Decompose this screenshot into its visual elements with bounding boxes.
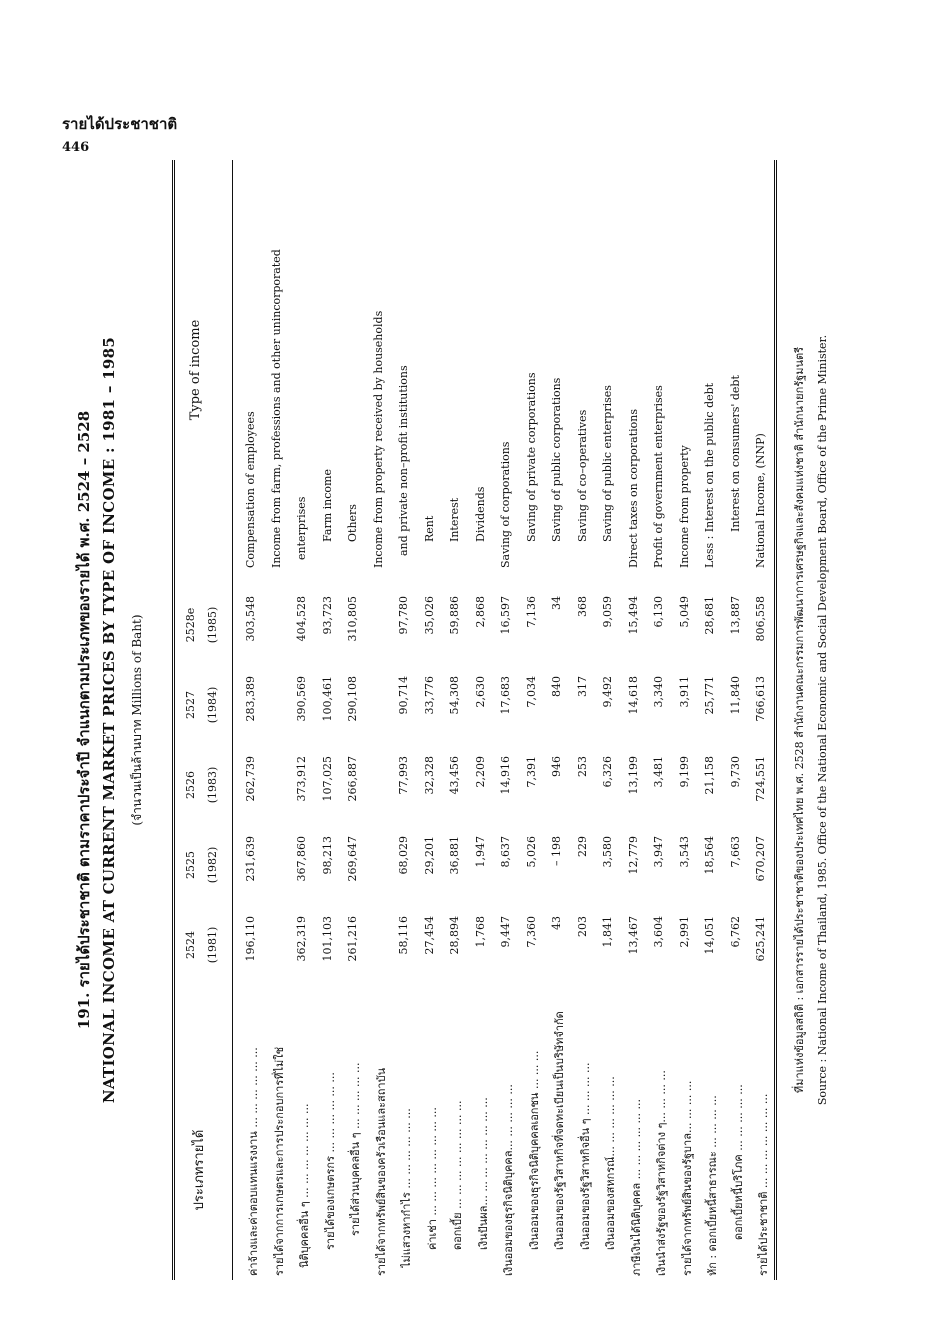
row-value: 14,618: [626, 676, 640, 715]
row-label-english: Others: [346, 504, 359, 542]
row-label-english: Compensation of employees: [244, 411, 257, 568]
row-label-thai: เงินออมของรัฐวิสาหกิจอื่น ๆ ... ... ... ...: [578, 1062, 592, 1250]
row-value: 1,841: [601, 916, 614, 948]
row-value: 32,328: [422, 756, 436, 795]
table-row: [368, 160, 393, 1280]
row-value: 266,887: [346, 756, 359, 802]
row-value: 17,683: [499, 676, 512, 715]
row-label-thai: รายได้ประชาชาติ ... ... ... ... ... ... ...: [757, 1093, 770, 1276]
row-value: 13,467: [626, 916, 640, 955]
header-year-ad: (1981): [206, 926, 219, 964]
row-value: 3,481: [652, 756, 665, 788]
row-label-english: Income from property: [677, 445, 691, 568]
row-value: 404,528: [295, 596, 308, 642]
row-label-english: National Income, (NNP): [754, 433, 767, 568]
header-year-ad: (1982): [206, 846, 219, 884]
table-row: [648, 160, 673, 1280]
header-year-ad: (1983): [206, 766, 219, 804]
row-value: 35,026: [422, 596, 436, 635]
row-value: 97,780: [397, 596, 410, 635]
row-value: 6,326: [601, 756, 614, 788]
row-value: 253: [575, 756, 589, 777]
row-label-thai: เงินออมของสหกรณ์... ... ... ... ... ...: [604, 1076, 617, 1250]
row-label-thai: เงินออมของรัฐวิสาหกิจที่จดทะเบียนเป็นบริษัทจำกัด: [553, 1011, 566, 1250]
row-label-thai: ค่าจ้างและค่าตอบแทนแรงงาน ... ... ... ... ... ...: [247, 1047, 260, 1276]
row-value: 290,108: [346, 676, 359, 722]
row-value: 68,029: [397, 836, 410, 875]
row-value: 946: [550, 756, 563, 777]
row-value: 13,199: [626, 756, 640, 795]
row-value: 18,564: [703, 836, 716, 875]
row-value: 303,548: [244, 596, 257, 642]
row-label-thai: เงินนำส่งรัฐของรัฐวิสาหกิจต่าง ๆ... ... ... ...: [655, 1070, 668, 1276]
row-label-english: Interest: [448, 497, 461, 542]
row-label-thai: หัก : ดอกเบี้ยหนี้สาธารณะ ... ... ... ...: [706, 1095, 719, 1276]
table-row: [572, 160, 597, 1280]
table-row: [444, 160, 469, 1280]
row-value: 7,391: [524, 756, 538, 788]
row-value: 317: [575, 676, 589, 697]
row-label-english: Farm income: [320, 469, 334, 542]
row-label-english: Saving of public corporations: [550, 377, 563, 542]
row-label-english: Income from property received by households: [371, 310, 385, 568]
row-value: 9,199: [677, 756, 691, 788]
row-label-english: Direct taxes on corporations: [626, 408, 640, 568]
table-row: [699, 160, 724, 1280]
row-value: 15,494: [626, 596, 640, 635]
table-row: [393, 160, 418, 1280]
table-bottom-rule: [774, 160, 777, 1280]
row-value: 261,216: [346, 916, 359, 962]
row-value: 14,916: [499, 756, 512, 795]
row-label-thai: เงินออมของธุรกิจนิติบุคคล... ... ... ... ...: [502, 1084, 515, 1276]
row-value: 269,647: [346, 836, 359, 882]
row-value: 367,860: [295, 836, 308, 882]
row-label-english: Income from farm, professions and other unincorporated: [269, 249, 283, 568]
row-value: 625,241: [754, 916, 767, 962]
table-row: [266, 160, 291, 1280]
header-english-column: Type of income: [188, 319, 203, 421]
row-value: 203: [575, 916, 589, 937]
row-value: 368: [575, 596, 589, 617]
row-label-thai: ดอกเบี้ย ... ... ... ... ... ... ... ...: [451, 1100, 464, 1250]
row-value: 1,947: [473, 836, 487, 868]
row-value: 9,059: [601, 596, 614, 628]
row-value: 28,681: [703, 596, 716, 635]
row-value: 1,768: [473, 916, 487, 948]
row-label-english: Saving of public enterprises: [601, 385, 614, 542]
row-value: 14,051: [703, 916, 716, 955]
row-value: 21,158: [703, 756, 716, 795]
row-value: 262,739: [244, 756, 257, 802]
row-value: 25,771: [703, 676, 716, 715]
row-value: 3,543: [677, 836, 691, 868]
row-value: 12,779: [626, 836, 640, 875]
row-value: 6,762: [728, 916, 742, 948]
row-value: 840: [550, 676, 563, 697]
table-row: [240, 160, 265, 1280]
row-value: 34: [550, 596, 563, 610]
row-value: 373,912: [295, 756, 308, 802]
table-row: [546, 160, 571, 1280]
row-value: 670,207: [754, 836, 767, 882]
row-label-thai: รายได้จากการเกษตรและการประกอบการที่ไม่ใช่: [272, 1046, 286, 1276]
running-head: รายได้ประชาชาติ: [62, 115, 178, 133]
header-thai-column: ประเภทรายได้: [192, 1129, 207, 1211]
row-label-thai: นิติบุคคลอื่น ๆ ... ... ... ... ... ... ...: [298, 1103, 311, 1268]
row-value: 58,116: [397, 916, 410, 955]
unit-note: (จำนวนเป็นล้านบาท Millions of Baht): [130, 614, 144, 826]
table-top-rule: [172, 160, 175, 1280]
row-value: 43,456: [448, 756, 461, 795]
row-label-english: enterprises: [295, 496, 308, 560]
row-value: 2,991: [677, 916, 691, 948]
row-label-english: Interest on consumers' debt: [728, 375, 742, 532]
row-value: 7,136: [524, 596, 538, 628]
row-value: 28,894: [448, 916, 461, 955]
row-label-english: and private non–profit institutions: [397, 365, 410, 556]
row-value: 5,026: [524, 836, 538, 868]
title-thai: 191. รายได้ประชาชาติ ตามราคาประจำปี จำแนกตามประเภทของรายได้ พ.ศ. 2524 – 2528: [75, 410, 93, 1030]
row-value: 9,492: [601, 676, 614, 708]
row-label-english: Saving of co–operatives: [575, 409, 589, 542]
row-value: 5,049: [677, 596, 691, 628]
row-value: 7,663: [728, 836, 742, 868]
table-row: [419, 160, 444, 1280]
header-year-thai: 2524: [184, 931, 197, 959]
row-value: 3,340: [652, 676, 665, 708]
source-thai: ที่มาแห่งข้อมูลสถิติ : เอกสารรายได้ประชาชาติของประเทศไทย พ.ศ. 2528 สำนักงานคณะกรรมการพัฒนาการเศรษฐกิจและสังคมแห่งชาติ สำนักนายกรัฐมนตรี: [793, 346, 806, 1094]
row-value: 13,887: [728, 596, 742, 635]
row-value: 3,580: [601, 836, 614, 868]
table-row: [470, 160, 495, 1280]
row-value: 100,461: [320, 676, 334, 722]
row-value: 362,319: [295, 916, 308, 962]
header-year-thai: 2525: [184, 851, 197, 879]
row-value: 77,993: [397, 756, 410, 795]
row-value: 2,868: [473, 596, 487, 628]
row-label-thai: รายได้จากทรัพย์สินของครัวเรือนและสถาบัน: [374, 1067, 388, 1276]
table-row: [597, 160, 622, 1280]
rotated-table-page: [62, 160, 862, 1280]
row-label-thai: ไม่แสวงหากำไร ... ... ... ... ... ...: [400, 1108, 413, 1268]
row-value: 6,130: [652, 596, 665, 628]
header-year-thai: 2527: [184, 691, 197, 719]
table-row: [623, 160, 648, 1280]
row-value: 9,447: [499, 916, 512, 948]
row-value: 9,730: [728, 756, 742, 788]
row-value: – 198: [550, 836, 563, 866]
row-value: 3,947: [652, 836, 665, 868]
row-value: 7,360: [524, 916, 538, 948]
table-row: [317, 160, 342, 1280]
row-value: 101,103: [320, 916, 334, 962]
row-value: 54,308: [448, 676, 461, 715]
row-value: 90,714: [397, 676, 410, 715]
header-year-ad: (1985): [206, 606, 219, 644]
row-label-english: Rent: [422, 515, 436, 542]
row-value: 36,881: [448, 836, 461, 875]
row-value: 16,597: [499, 596, 512, 635]
row-value: 11,840: [728, 676, 742, 715]
row-value: 59,886: [448, 596, 461, 635]
title-english: NATIONAL INCOME AT CURRENT MARKET PRICES BY TYPE OF INCOME : 1981 – 1985: [100, 336, 118, 1104]
row-value: 8,637: [499, 836, 512, 868]
table-row: [495, 160, 520, 1280]
row-value: 27,454: [422, 916, 436, 955]
table-row: [674, 160, 699, 1280]
table-row: [725, 160, 750, 1280]
row-label-thai: รายได้ของเกษตรกร ... ... ... ... ... ...: [323, 1072, 337, 1250]
row-value: 2,209: [473, 756, 487, 788]
row-value: 33,776: [422, 676, 436, 715]
row-value: 3,911: [677, 676, 691, 708]
row-value: 390,569: [295, 676, 308, 722]
row-value: 766,613: [754, 676, 767, 722]
row-value: 310,805: [346, 596, 359, 642]
row-label-english: Less : Interest on the public debt: [703, 382, 716, 568]
row-value: 2,630: [473, 676, 487, 708]
row-label-thai: เงินปันผล... ... ... ... ... ... ... ...: [476, 1097, 490, 1250]
row-value: 806,558: [754, 596, 767, 642]
row-value: 231,639: [244, 836, 257, 882]
row-label-thai: ภาษีเงินได้นิติบุคคล ... ... ... ... ... ...: [629, 1098, 643, 1276]
row-label-thai: ค่าเช่า ... ... ... ... ... ... ... ...: [425, 1107, 439, 1250]
row-label-thai: รายได้จากทรัพย์สินของรัฐบาล... ... ... ...: [680, 1080, 694, 1276]
row-value: 29,201: [422, 836, 436, 875]
row-value: 98,213: [320, 836, 334, 875]
row-label-thai: ดอกเบี้ยหนี้บริโภค ... ... ... ... ...: [731, 1084, 745, 1240]
table-row: [521, 160, 546, 1280]
row-value: 43: [550, 916, 563, 930]
table-row: [750, 160, 775, 1280]
page-number: 446: [62, 140, 90, 155]
row-value: 229: [575, 836, 589, 857]
table-row: [291, 160, 316, 1280]
header-year-ad: (1984): [206, 686, 219, 724]
row-label-english: Saving of private corporations: [524, 372, 538, 542]
row-value: 724,551: [754, 756, 767, 802]
row-label-thai: รายได้ส่วนบุคคลอื่น ๆ ... ... ... ... ...: [349, 1062, 362, 1236]
row-value: 283,389: [244, 676, 257, 722]
row-label-english: Dividends: [473, 486, 487, 542]
row-value: 107,025: [320, 756, 334, 802]
row-value: 3,604: [652, 916, 665, 948]
table-row: [342, 160, 367, 1280]
source-english: Source : National Income of Thailand, 1985. Office of the National Economic and Social Development Board, Office of the Prime Minister.: [816, 334, 829, 1106]
row-label-english: Saving of corporations: [499, 441, 512, 568]
row-value: 93,723: [320, 596, 334, 635]
row-label-thai: เงินออมของธุรกิจนิติบุคคลเอกชน ... ... ...: [527, 1050, 541, 1250]
header-year-thai: 2528e: [184, 607, 197, 643]
row-value: 7,034: [524, 676, 538, 708]
row-label-english: Profit of government enterprises: [652, 385, 665, 568]
row-value: 196,110: [244, 916, 257, 962]
header-year-thai: 2526: [184, 771, 197, 799]
header-bottom-rule: [232, 160, 233, 1280]
